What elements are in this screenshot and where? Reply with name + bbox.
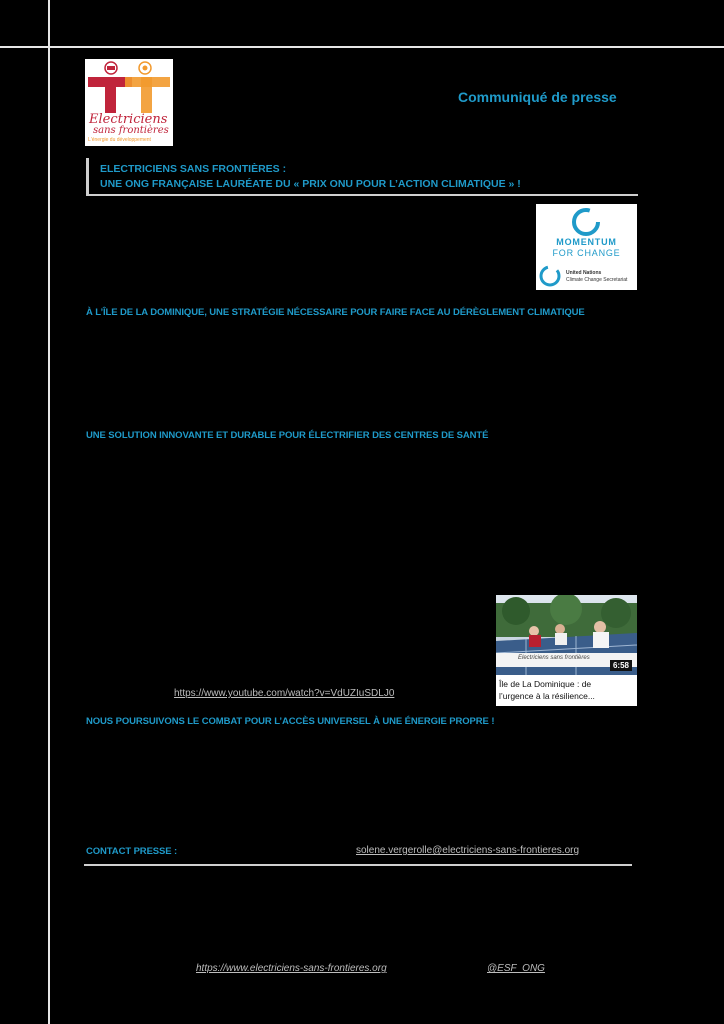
section-heading-combat: NOUS POURSUIVONS LE COMBAT POUR L’ACCÈS UNIVERSEL À UNE ÉNERGIE PROPRE ! bbox=[86, 716, 495, 727]
contact-rule bbox=[84, 864, 632, 866]
top-rule bbox=[0, 46, 724, 48]
momentum-for-change-logo bbox=[536, 204, 637, 290]
contact-email-link[interactable]: solene.vergerolle@electriciens-sans-frontieres.org bbox=[356, 845, 580, 856]
esf-logo-name-1: Electriciens bbox=[89, 112, 168, 127]
un-text-2: Climate Change Secretariat bbox=[566, 277, 628, 283]
video-caption-1: Île de La Dominique : de bbox=[499, 679, 592, 689]
headline-line-2: UNE ONG FRANÇAISE LAURÉATE DU « PRIX ONU POUR L’ACTION CLIMATIQUE » ! bbox=[100, 178, 521, 190]
video-duration: 6:58 bbox=[610, 660, 632, 671]
momentum-text-1: MOMENTUM bbox=[556, 237, 617, 247]
video-thumbnail[interactable] bbox=[496, 595, 637, 706]
contact-press-label: CONTACT PRESSE : bbox=[86, 846, 178, 857]
press-release-label: Communiqué de presse bbox=[458, 89, 617, 105]
esf-logo bbox=[85, 59, 173, 146]
left-rule bbox=[48, 0, 50, 1024]
esf-logo-tagline: L'énergie du développement bbox=[88, 137, 151, 143]
section-heading-solution: UNE SOLUTION INNOVANTE ET DURABLE POUR ÉLECTRIFIER DES CENTRES DE SANTÉ bbox=[86, 430, 489, 441]
headline-box bbox=[86, 158, 638, 196]
twitter-link[interactable]: @ESF_ONG bbox=[487, 963, 545, 974]
video-banner-text: Electriciens sans frontières bbox=[518, 655, 590, 661]
momentum-text-2: FOR CHANGE bbox=[552, 248, 621, 258]
headline-line-1: ELECTRICIENS SANS FRONTIÈRES : bbox=[100, 163, 287, 175]
website-link[interactable]: https://www.electriciens-sans-frontieres.org bbox=[196, 963, 387, 974]
youtube-link[interactable]: https://www.youtube.com/watch?v=VdUZIuSDLJ0 bbox=[174, 688, 395, 699]
esf-logo-name-2: sans frontières bbox=[93, 125, 169, 136]
section-heading-dominique: À L’ÎLE DE LA DOMINIQUE, UNE STRATÉGIE NÉCESSAIRE POUR FAIRE FACE AU DÉRÈGLEMENT CLIMATIQUE bbox=[86, 307, 585, 318]
video-caption-2: l’urgence à la résilience... bbox=[499, 691, 595, 701]
un-text-1: United Nations bbox=[566, 270, 602, 276]
